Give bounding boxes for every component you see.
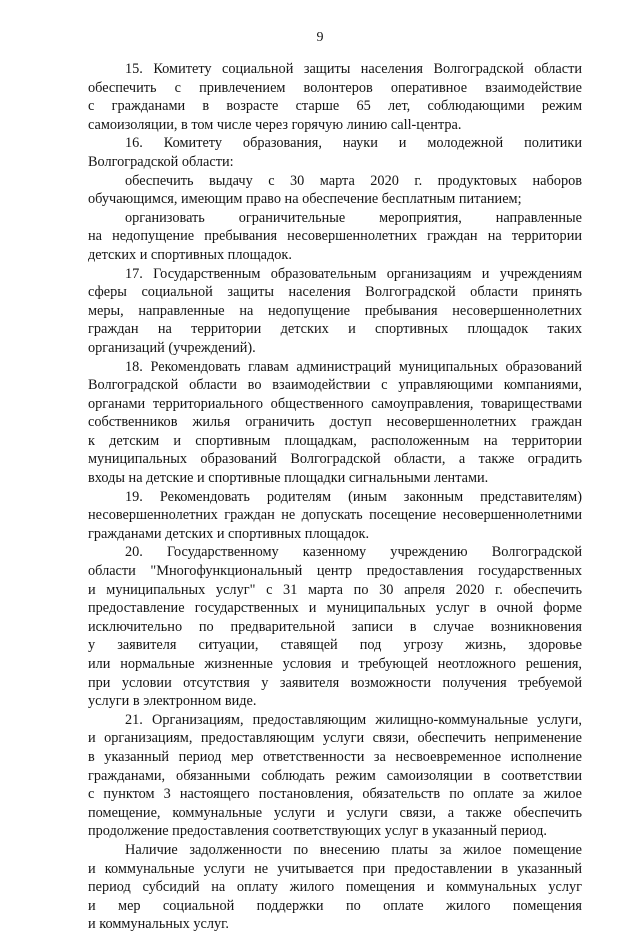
text-line: организовать ограничительные мероприятия, направленные (125, 209, 582, 226)
text-line: услуги в электронном виде. (88, 693, 257, 710)
page-number: 9 (316, 30, 324, 45)
paragraph-p18 (88, 358, 582, 488)
text-line: исключительно по предварительной записи в случае возникновения (88, 618, 582, 635)
text-line: меры, направленные на недопущение пребывания несовершеннолетних (88, 302, 582, 319)
text-line: 19. Рекомендовать родителям (иным законным представителям) (125, 488, 582, 505)
paragraph-p19 (88, 488, 582, 544)
text-line: 18. Рекомендовать главам администраций муниципальных образований (125, 358, 582, 375)
text-line: с гражданами в возрасте старше 65 лет, соблюдающими режим (88, 98, 582, 115)
text-line: с пунктом 3 настоящего постановления, обязательств по оплате за жилое (88, 786, 582, 803)
text-line: несовершеннолетних граждан не допускать посещение несовершеннолетними (88, 507, 582, 524)
paragraph-p21 (88, 711, 582, 841)
text-line: при условии отсутствия у заявителя возможности получения требуемой (88, 674, 582, 691)
paragraph-p17 (88, 265, 582, 358)
text-line: граждан на территории детских и спортивных площадок таких (88, 321, 582, 338)
text-line: гражданами, обязанными соблюдать режим самоизоляции в соответствии (88, 767, 582, 784)
text-line: сферы социальной защиты населения Волгоградской области принять (88, 284, 582, 301)
text-line: обеспечить выдачу с 30 марта 2020 г. продуктовых наборов (125, 172, 582, 189)
text-line: организаций (учреждений). (88, 339, 256, 356)
text-line: обучающимся, имеющим право на обеспечение бесплатным питанием; (88, 191, 522, 208)
paragraph-p16b (88, 209, 582, 265)
text-line: в указанный период мер ответственности за несвоевременное исполнение (88, 748, 582, 765)
text-line: и муниципальных услуг" с 31 марта по 30 апреля 2020 г. обеспечить (88, 581, 582, 598)
text-line: детских и спортивных площадок. (88, 246, 292, 263)
text-line: собственников жилья ограничить доступ несовершеннолетних граждан (88, 414, 582, 431)
text-line: к детским и спортивным площадкам, расположенным на территории (88, 432, 582, 449)
text-line: 17. Государственным образовательным организациям и учреждениям (125, 265, 582, 282)
text-line: предоставление государственных и муниципальных услуг в очной форме (88, 600, 582, 617)
text-line: и коммунальные услуги не учитывается при предоставлении в указанный (88, 860, 582, 877)
paragraph-p15 (88, 60, 582, 134)
text-line: гражданами детских и спортивных площадок. (88, 525, 370, 542)
text-line: 20. Государственному казенному учреждению Волгоградской (125, 544, 582, 561)
paragraph-p21b (88, 841, 582, 934)
text-line: 21. Организациям, предоставляющим жилищно-коммунальные услуги, (125, 711, 582, 728)
text-line: и мер социальной поддержки по оплате жилого помещения (88, 897, 582, 914)
text-line: и коммунальных услуг. (88, 916, 229, 933)
text-line: у заявителя ситуации, ставящей под угрозу жизнь, здоровье (88, 637, 582, 654)
text-line: органами территориального общественного самоуправления, товариществами (88, 395, 582, 412)
text-line: 16. Комитету образования, науки и молодежной политики (125, 135, 582, 152)
text-line: области "Многофункциональный центр предоставления государственных (88, 563, 582, 580)
text-line: помещение, коммунальные услуги и услуги связи, а также обеспечить (88, 804, 582, 821)
text-line: Волгоградской области: (88, 153, 234, 170)
paragraph-p20 (88, 543, 582, 710)
text-line: или нормальные жизненные условия и требующей неотложного решения, (88, 656, 582, 672)
text-line: Волгоградской области во взаимодействии с управляющими компаниями, (88, 377, 582, 394)
paragraph-p16a (88, 172, 582, 209)
text-line: период субсидий на оплату жилого помещения и коммунальных услуг (88, 879, 582, 896)
text-line: 15. Комитету социальной защиты населения Волгоградской области (125, 61, 582, 77)
text-line: продолжение предоставления соответствующих услуг в указанный период. (88, 823, 547, 840)
text-line: муниципальных образований Волгоградской области, а также оградить (88, 451, 582, 468)
text-line: обеспечить с привлечением волонтеров оперативное взаимодействие (88, 79, 582, 96)
text-line: входы на детские и спортивные площадки сигнальными лентами. (88, 470, 489, 487)
text-line: на недопущение пребывания несовершеннолетних граждан на территории (88, 228, 582, 245)
text-line: самоизоляции, в том числе через горячую линию call-центра. (88, 116, 462, 133)
text-line: Наличие задолженности по внесению платы за жилое помещение (125, 841, 582, 858)
paragraph-p16 (88, 134, 582, 171)
text-line: и организациям, предоставляющим услуги связи, обеспечить неприменение (88, 730, 582, 747)
document-body (88, 60, 582, 934)
